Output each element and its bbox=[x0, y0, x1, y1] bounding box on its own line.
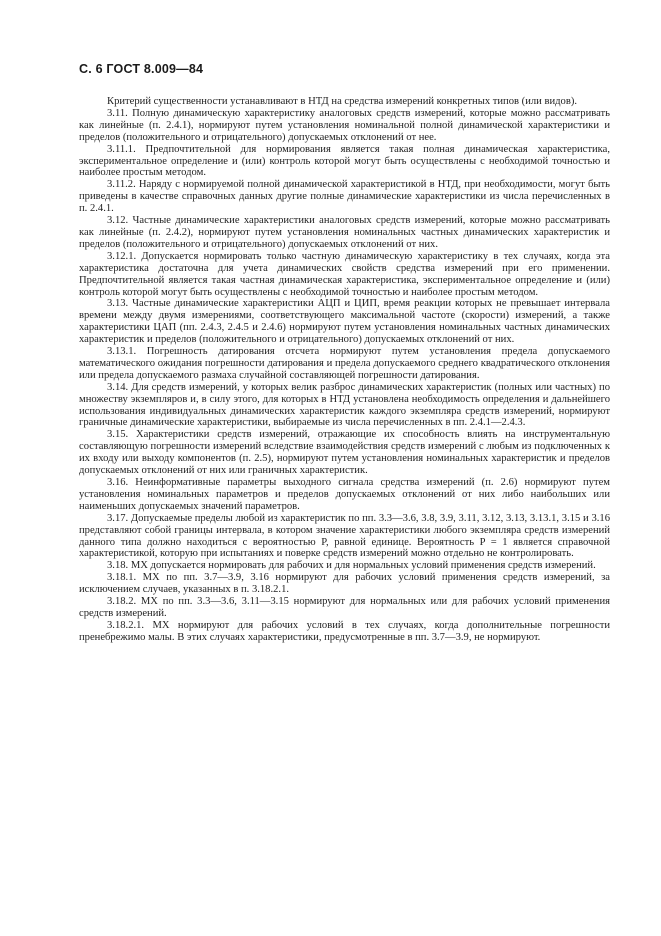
body-text bbox=[79, 96, 610, 644]
paragraph-3-14: 3.14. Для средств измерений, у которых велик разброс динамических характеристик (полных или частных) по множеству экземпляров и, в силу этого, для которых в НТД установлена необходимость определения и дальнейшего использования индивидуальных динамических характеристик каждого экземпляра средств измерений, нормируют граничные динамические характеристики, выбираемые из числа перечисленных в пп. 2.4.1—2.4.3. bbox=[79, 381, 610, 429]
paragraph-3-11-1: 3.11.1. Предпочтительной для нормирования является такая полная динамическая характеристика, экспериментальное определение и (или) контроль которой могут быть осуществлены с необходимой точностью и наиболее простым методом. bbox=[79, 143, 610, 179]
paragraph-3-18-2: 3.18.2. МХ по пп. 3.3—3.6, 3.11—3.15 нормируют для нормальных или для рабочих условий применения средств измерений. bbox=[79, 596, 610, 619]
paragraph-3-17: 3.17. Допускаемые пределы любой из характеристик по пп. 3.3—3.6, 3.8, 3.9, 3.11, 3.12, 3.13, 3.13.1, 3.15 и 3.16 представляют собой границы интервала, в котором значение характеристики любого экземпляра средств измерений данного типа должно находиться с вероятностью P, равной единице. Вероятность P = 1 является справочной характеристикой, которую при испытаниях и поверке средств измерений можно отдельно не контролировать. bbox=[79, 512, 610, 560]
paragraph-3-15: 3.15. Характеристики средств измерений, отражающие их способность влиять на инструментальную составляющую погрешности измерений вследствие взаимодействия средств измерений с любым из подключенных к их входу или выходу компонентов (п. 2.5), нормируют путем установления номинальных характеристик и пределов допускаемых отклонений от них или граничных характеристик. bbox=[79, 429, 610, 477]
paragraph-3-18-1: 3.18.1. МХ по пп. 3.7—3.9, 3.16 нормируют для рабочих условий применения средств измерений, за исключением случаев, указанных в п. 3.18.2.1. bbox=[79, 572, 610, 596]
page-header: С. 6 ГОСТ 8.009—84 bbox=[79, 62, 204, 76]
paragraph-3-12-1: 3.12.1. Допускается нормировать только частную динамическую характеристику в тех случаях, когда эта характеристика достаточна для учета динамических свойств средства измерений при его применении. Предпочтительной является такая частная динамическая характеристика, экспериментальное определение и (или) контроль которой могут быть осуществлены с необходимой точностью и наиболее простым методом. bbox=[79, 250, 610, 298]
paragraph-3-18: 3.18. МХ допускается нормировать для рабочих и для нормальных условий применения средств измерений. bbox=[107, 560, 596, 572]
paragraph-3-12: 3.12. Частные динамические характеристики аналоговых средств измерений, которые можно рассматривать как линейные (п. 2.4.2), нормируют путем установления номинальных частных динамических характеристик и пределов (положительного и отрицательного) допускаемых отклонений от них. bbox=[79, 215, 610, 250]
paragraph-criterion: Критерий существенности устанавливают в НТД на средства измерений конкретных типов (или видов). bbox=[107, 96, 578, 107]
paragraph-3-11: 3.11. Полную динамическую характеристику аналоговых средств измерений, которые можно рассматривать как линейные (п. 2.4.1), нормируют путем установления номинальной полной динамической характеристики и пределов (положительного и отрицательного) допускаемых отклонений от нее. bbox=[79, 107, 610, 143]
paragraph-3-18-2-1: 3.18.2.1. МХ нормируют для рабочих условий в тех случаях, когда дополнительные погрешности пренебрежимо малы. В этих случаях характеристики, предусмотренные в пп. 3.7—3.9, не нормируют. bbox=[79, 619, 610, 643]
paragraph-3-13-1: 3.13.1. Погрешность датирования отсчета нормируют путем установления предела допускаемого математического ожидания погрешности датирования и предела допускаемого среднего квадратического отклонения или предела допускаемого размаха случайной составляющей погрешности датирования. bbox=[79, 346, 610, 381]
paragraph-3-13: 3.13. Частные динамические характеристики АЦП и ЦИП, время реакции которых не превышает интервала времени между двумя измерениями, соответствующего максимальной частоте (скорости) измерений, а также характеристики ЦАП (пп. 2.4.3, 2.4.5 и 2.4.6) нормируют путем установления номинальных частных динамических характеристик и пределов (положительного и отрицательного) допускаемых отклонений от них. bbox=[79, 298, 610, 346]
paragraph-3-16: 3.16. Неинформативные параметры выходного сигнала средства измерений (п. 2.6) нормируют путем установления номинальных параметров и пределов допускаемых отклонений от них либо наибольших или наименьших допускаемых значений параметров. bbox=[79, 477, 610, 512]
paragraph-3-11-2: 3.11.2. Наряду с нормируемой полной динамической характеристикой в НТД, при необходимости, могут быть приведены в качестве справочных данных другие полные динамические характеристики из числа перечисленных в п. 2.4.1. bbox=[79, 179, 610, 215]
